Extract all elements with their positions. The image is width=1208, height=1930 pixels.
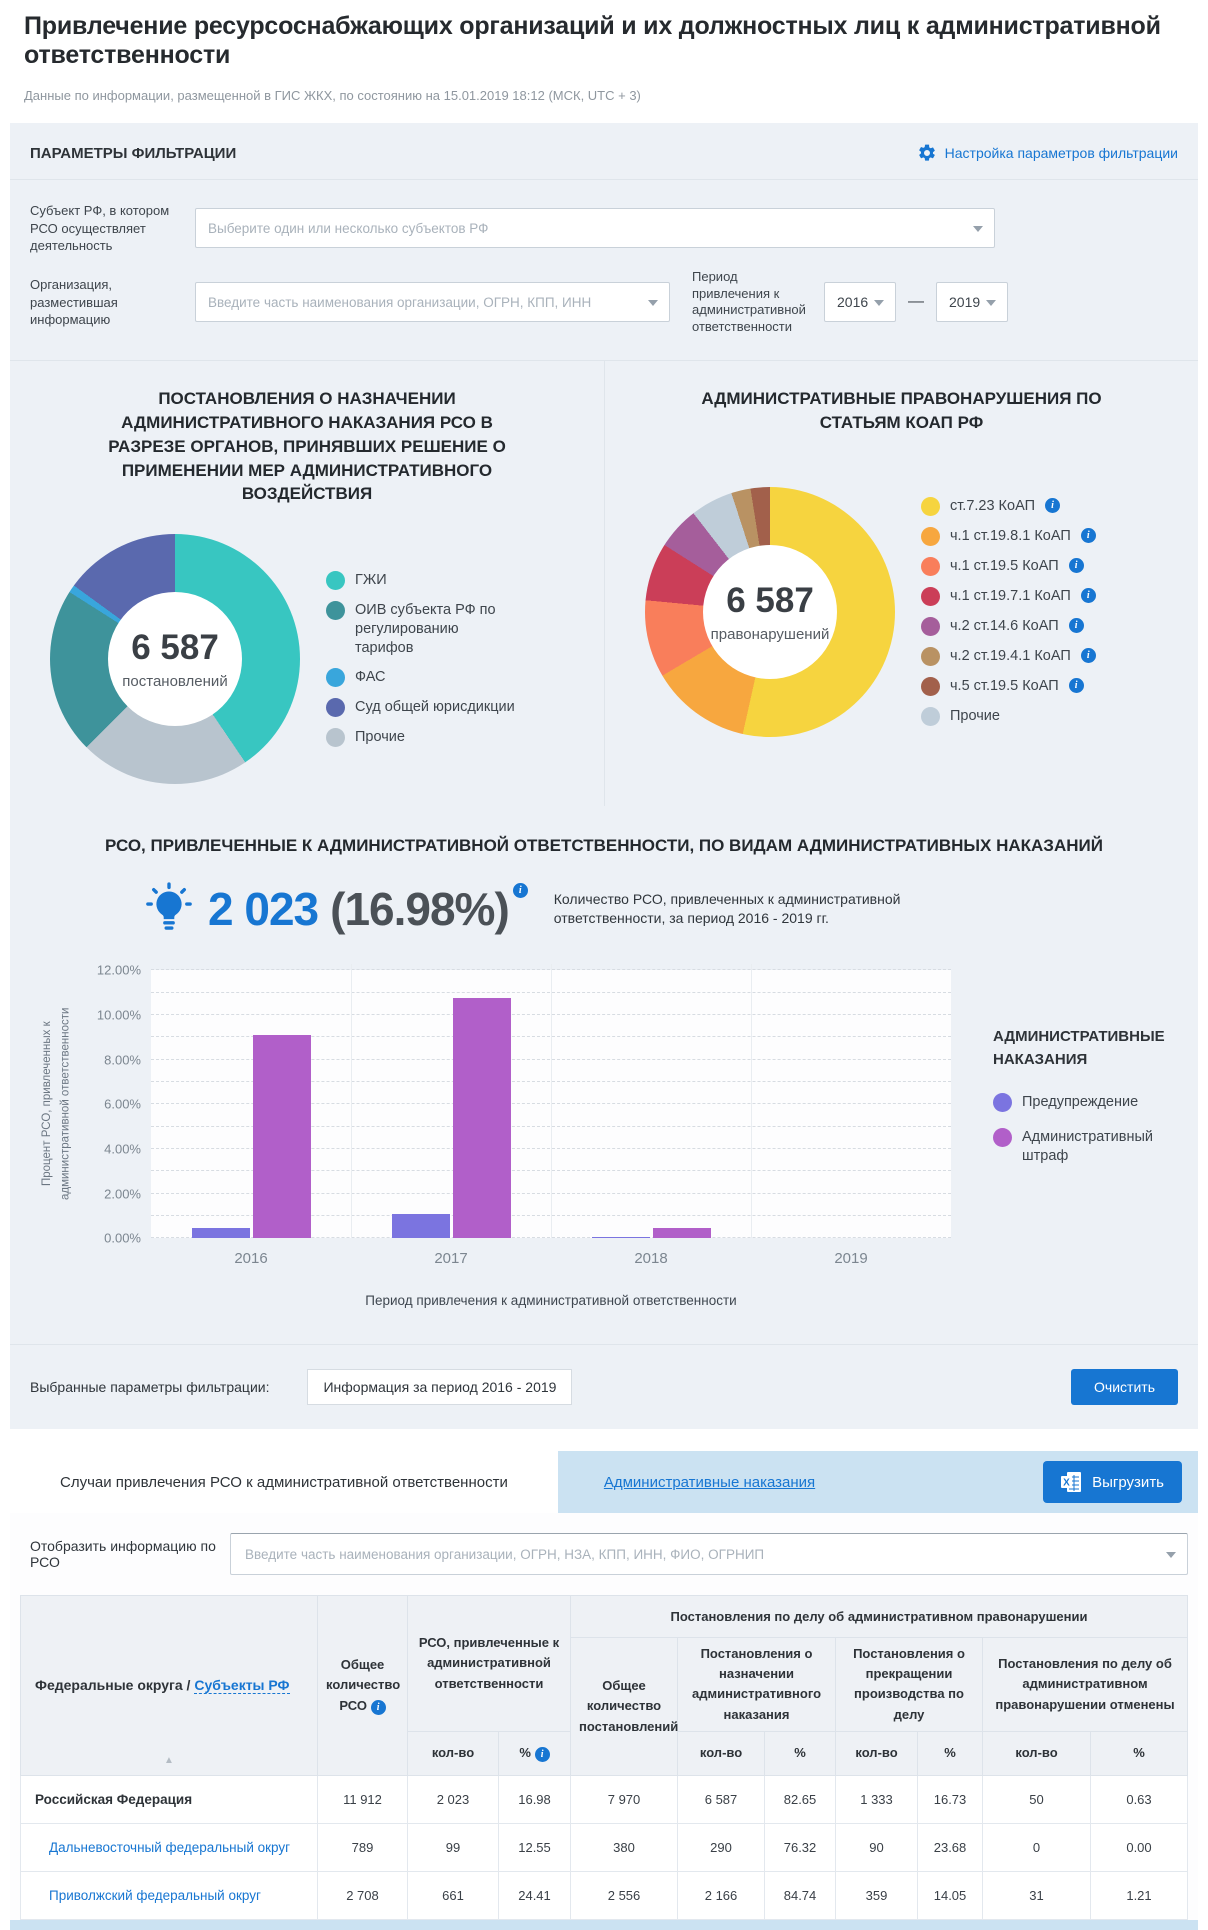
value-cell: 1.21 <box>1091 1871 1188 1919</box>
donut-legend <box>326 571 520 748</box>
value-cell: 12.55 <box>499 1823 571 1871</box>
decrees-donut-section <box>10 361 604 806</box>
value-cell: 6 587 <box>678 1775 765 1823</box>
legend-label: ст.7.23 КоАП <box>950 498 1036 515</box>
subject-rf-select[interactable] <box>195 208 995 248</box>
value-cell: 2 023 <box>408 1775 499 1823</box>
column-separator <box>751 964 752 1238</box>
period-dash: — <box>908 293 924 311</box>
donut-center-value: 6 587 <box>131 628 219 668</box>
column-header-assign: Постановления о назначении административного наказания <box>678 1638 836 1732</box>
subheader-qty: кол-во <box>983 1731 1091 1775</box>
legend-item[interactable] <box>921 557 1096 576</box>
bar-x-axis-label: Период привлечения к административной ответственности <box>365 1293 737 1309</box>
value-cell: 0 <box>983 1823 1091 1871</box>
subheader-pct: % <box>918 1731 983 1775</box>
filter-settings-label: Настройка параметров фильтрации <box>944 145 1178 161</box>
value-cell: 2 166 <box>678 1871 765 1919</box>
legend-item[interactable] <box>326 668 520 687</box>
info-icon[interactable]: i <box>535 1747 550 1762</box>
x-tick-label: 2016 <box>234 1250 268 1268</box>
legend-item[interactable] <box>326 728 520 747</box>
bar[interactable] <box>253 1035 311 1238</box>
legend-swatch <box>993 1128 1012 1147</box>
legend-item[interactable] <box>921 707 1096 726</box>
period-from-select[interactable] <box>824 282 896 322</box>
region-cell[interactable]: Приволжский федеральный округ <box>21 1871 318 1919</box>
legend-label: ч.5 ст.19.5 КоАП <box>950 678 1059 695</box>
legend-label: Прочие <box>950 708 1000 725</box>
legend-item[interactable] <box>993 1093 1198 1112</box>
value-cell: 661 <box>408 1871 499 1919</box>
subheader-pct: % <box>765 1731 836 1775</box>
clear-filters-button[interactable]: Очистить <box>1071 1369 1178 1405</box>
value-cell: 789 <box>318 1823 408 1871</box>
bar-plot <box>96 962 951 1246</box>
legend-item[interactable] <box>921 497 1096 516</box>
subjects-rf-link[interactable]: Субъекты РФ <box>194 1676 290 1693</box>
selected-filters-label: Выбранные параметры фильтрации: <box>30 1379 270 1396</box>
value-cell: 1 333 <box>836 1775 918 1823</box>
legend-swatch <box>921 497 940 516</box>
column-header-region <box>21 1596 318 1776</box>
bar[interactable] <box>592 1237 650 1239</box>
table-body <box>21 1775 1188 1919</box>
info-icon[interactable]: i <box>513 883 528 898</box>
period-to-select[interactable] <box>936 282 1008 322</box>
filter-panel-title: ПАРАМЕТРЫ ФИЛЬТРАЦИИ <box>30 144 237 162</box>
selected-filter-chip: Информация за период 2016 - 2019 <box>307 1369 572 1405</box>
bar-group <box>351 998 551 1238</box>
value-cell: 31 <box>983 1871 1091 1919</box>
legend-label: ч.1 ст.19.7.1 КоАП <box>950 588 1071 605</box>
legend-label: ОИВ субъекта РФ по регулированию тарифов <box>355 601 496 656</box>
pct-header-text: % <box>519 1745 531 1761</box>
violations-donut-section <box>604 361 1198 806</box>
column-header-decrees-group: Постановления по делу об административном правонарушении <box>571 1596 1188 1638</box>
value-cell: 90 <box>836 1823 918 1871</box>
svg-text:X: X <box>1063 1477 1070 1489</box>
value-cell: 2 556 <box>571 1871 678 1919</box>
column-header-total-decrees: Общее количество постановлений <box>571 1638 678 1776</box>
value-cell: 380 <box>571 1823 678 1871</box>
table-section <box>10 1451 1198 1930</box>
chevron-down-icon <box>986 300 996 306</box>
regions-table <box>20 1595 1188 1920</box>
legend-item[interactable] <box>326 698 520 717</box>
value-cell: 76.32 <box>765 1823 836 1871</box>
bar-group <box>551 1228 751 1238</box>
legend-item[interactable] <box>326 601 520 658</box>
violations-donut-title: АДМИНИСТРАТИВНЫЕ ПРАВОНАРУШЕНИЯ ПО СТАТЬЯМ КОАП РФ <box>701 389 1102 432</box>
info-icon[interactable]: i <box>1069 618 1084 633</box>
page-subtitle: Данные по информации, размещенной в ГИС ЖКХ, по состоянию на 15.01.2019 18:12 (МСК, UTC + 3) <box>24 88 641 103</box>
penalties-bar-section <box>10 806 1198 1429</box>
legend-label: Предупреждение <box>1022 1094 1139 1111</box>
info-icon[interactable]: i <box>1069 558 1084 573</box>
region-cell: Российская Федерация <box>21 1775 318 1823</box>
legend-swatch <box>921 557 940 576</box>
legend-swatch <box>921 647 940 666</box>
info-icon[interactable]: i <box>1045 498 1060 513</box>
table-row <box>21 1775 1188 1823</box>
legend-swatch <box>921 617 940 636</box>
bar-legend <box>993 970 1198 1308</box>
chevron-down-icon <box>874 300 884 306</box>
bar[interactable] <box>392 1214 450 1239</box>
selected-filters-row <box>10 1344 1198 1429</box>
table-row <box>21 1823 1188 1871</box>
x-tick-label: 2017 <box>434 1250 468 1268</box>
legend-swatch <box>921 707 940 726</box>
filter-settings-link[interactable] <box>917 143 1178 163</box>
value-cell: 290 <box>678 1823 765 1871</box>
value-cell: 84.74 <box>765 1871 836 1919</box>
legend-label: ГЖИ <box>355 571 387 588</box>
excel-icon <box>1061 1471 1082 1493</box>
y-tick-label: 8.00% <box>104 1052 141 1068</box>
subheader-qty: кол-во <box>678 1731 765 1775</box>
legend-item[interactable] <box>921 587 1096 606</box>
value-cell: 7 970 <box>571 1775 678 1823</box>
rso-filter-placeholder: Введите часть наименования организации, ОГРН, НЗА, КПП, ИНН, ФИО, ОГРНИП <box>245 1546 765 1562</box>
chevron-down-icon <box>648 300 658 306</box>
value-cell: 23.68 <box>918 1823 983 1871</box>
donut-center <box>703 545 837 679</box>
period-label: Период привлечения к административной ответственности <box>692 268 806 335</box>
value-cell: 24.41 <box>499 1871 571 1919</box>
legend-item[interactable] <box>326 571 520 590</box>
bar-y-axis-label: Процент РСО, привлеченных к административной ответственности <box>41 1007 72 1201</box>
donut-center-label: правонарушений <box>710 625 830 643</box>
column-header-total-rso <box>318 1596 408 1776</box>
export-button[interactable] <box>1043 1461 1182 1503</box>
info-icon[interactable]: i <box>371 1700 386 1715</box>
chevron-down-icon <box>973 226 983 232</box>
donut-center-value: 6 587 <box>726 580 814 620</box>
kpi-value: 2 023 <box>208 883 319 936</box>
legend-item[interactable] <box>921 677 1096 696</box>
info-icon[interactable]: i <box>1081 528 1096 543</box>
column-header-stop: Постановления о прекращении производства по делу <box>836 1638 983 1732</box>
donut-legend <box>921 497 1096 726</box>
value-cell: 16.73 <box>918 1775 983 1823</box>
value-cell: 14.05 <box>918 1871 983 1919</box>
export-button-label: Выгрузить <box>1092 1473 1164 1491</box>
value-cell: 16.98 <box>499 1775 571 1823</box>
column-header-cancel: Постановления по делу об административном правонарушении отменены <box>983 1638 1188 1732</box>
legend-item[interactable] <box>921 647 1096 666</box>
decrees-donut-chart[interactable] <box>50 534 300 784</box>
legend-label: Административный штраф <box>1022 1129 1153 1165</box>
legend-swatch <box>921 677 940 696</box>
x-tick-label: 2019 <box>834 1250 868 1268</box>
value-cell: 359 <box>836 1871 918 1919</box>
kpi-description: Количество РСО, привлеченных к административной ответственности, за период 2016 - 2019 гг. <box>553 890 901 927</box>
legend-label: ч.2 ст.14.6 КоАП <box>950 618 1059 635</box>
table-row <box>21 1871 1188 1919</box>
gear-icon <box>917 143 937 163</box>
bar-legend-items <box>993 1093 1198 1166</box>
legend-swatch <box>326 668 345 687</box>
bar-group <box>151 1035 351 1238</box>
legend-label: ч.2 ст.19.4.1 КоАП <box>950 648 1071 665</box>
sort-asc-icon[interactable]: ▲ <box>164 1755 174 1767</box>
legend-item[interactable] <box>993 1128 1198 1166</box>
y-tick-label: 4.00% <box>104 1141 141 1157</box>
legend-item[interactable] <box>921 617 1096 636</box>
legend-label: ч.1 ст.19.8.1 КоАП <box>950 528 1071 545</box>
tabs-bar <box>10 1451 1198 1513</box>
decrees-donut-title: ПОСТАНОВЛЕНИЯ О НАЗНАЧЕНИИ АДМИНИСТРАТИВНОГО НАКАЗАНИЯ РСО В РАЗРЕЗЕ ОРГАНОВ, ПРИНЯВШИХ РЕШЕНИЕ О ПРИМЕНЕНИИ МЕР АДМИНИСТРАТИВНОГО ВОЗДЕЙСТВИЯ <box>108 389 506 504</box>
tab-administrative-penalties[interactable]: Административные наказания <box>603 1473 816 1491</box>
bar[interactable] <box>453 998 511 1238</box>
chevron-down-icon <box>1166 1552 1176 1558</box>
legend-swatch <box>326 728 345 747</box>
legend-swatch <box>326 571 345 590</box>
filter-panel <box>10 123 1198 1429</box>
value-cell: 82.65 <box>765 1775 836 1823</box>
subheader-pct <box>499 1731 571 1775</box>
value-cell: 99 <box>408 1823 499 1871</box>
lightbulb-icon <box>142 882 196 936</box>
bar[interactable] <box>192 1228 250 1238</box>
donut-center <box>108 592 242 726</box>
subheader-pct: % <box>1091 1731 1188 1775</box>
violations-donut-chart[interactable] <box>645 487 895 737</box>
kpi-percent: (16.98%) <box>330 883 509 936</box>
bar-chart-title: РСО, ПРИВЛЕЧЕННЫЕ К АДМИНИСТРАТИВНОЙ ОТВЕТСТВЕННОСТИ, ПО ВИДАМ АДМИНИСТРАТИВНЫХ НАКАЗАНИЙ <box>105 836 1103 856</box>
bar[interactable] <box>653 1228 711 1238</box>
subheader-qty: кол-во <box>408 1731 499 1775</box>
legend-swatch <box>921 587 940 606</box>
legend-item[interactable] <box>921 527 1096 546</box>
y-tick-label: 0.00% <box>104 1230 141 1246</box>
rso-filter-input[interactable] <box>230 1533 1188 1575</box>
page-title: Привлечение ресурсоснабжающих организаций и их должностных лиц к административной ответственности <box>24 12 1161 69</box>
rso-filter-label: Отобразить информацию по РСО <box>30 1538 216 1571</box>
info-icon[interactable]: i <box>1081 648 1096 663</box>
legend-label: Суд общей юрисдикции <box>355 699 515 716</box>
value-cell: 0.63 <box>1091 1775 1188 1823</box>
column-separator <box>551 964 552 1238</box>
legend-swatch <box>921 527 940 546</box>
org-placeholder: Введите часть наименования организации, ОГРН, КПП, ИНН <box>208 294 592 310</box>
org-label: Организация, разместившая информацию <box>30 277 118 328</box>
donut-center-label: постановлений <box>122 673 228 691</box>
info-icon[interactable]: i <box>1069 678 1084 693</box>
table-content <box>10 1513 1198 1920</box>
subject-rf-placeholder: Выберите один или несколько субъектов РФ <box>208 220 489 236</box>
period-to-value: 2019 <box>949 294 981 311</box>
subheader-qty: кол-во <box>836 1731 918 1775</box>
legend-swatch <box>326 698 345 717</box>
subject-rf-label: Субъект РФ, в котором РСО осуществляет деятельность <box>30 203 170 254</box>
x-tick-label: 2018 <box>634 1250 668 1268</box>
legend-swatch <box>326 601 345 620</box>
period-from-value: 2016 <box>837 294 869 311</box>
legend-swatch <box>993 1093 1012 1112</box>
y-tick-label: 2.00% <box>104 1186 141 1202</box>
value-cell: 0.00 <box>1091 1823 1188 1871</box>
legend-label: Прочие <box>355 729 405 746</box>
legend-label: ч.1 ст.19.5 КоАП <box>950 558 1059 575</box>
org-input[interactable] <box>195 282 670 322</box>
info-icon[interactable]: i <box>1081 588 1096 603</box>
value-cell: 11 912 <box>318 1775 408 1823</box>
y-tick-label: 12.00% <box>96 962 141 978</box>
column-header-attracted: РСО, привлеченные к административной ответственности <box>408 1596 571 1732</box>
value-cell: 50 <box>983 1775 1091 1823</box>
tab-rso-cases[interactable]: Случаи привлечения РСО к административной ответственности <box>10 1451 558 1513</box>
y-tick-label: 6.00% <box>104 1096 141 1112</box>
region-cell[interactable]: Дальневосточный федеральный округ <box>21 1823 318 1871</box>
bar-legend-title: АДМИНИСТРАТИВНЫЕ НАКАЗАНИЯ <box>993 1028 1165 1068</box>
total-rso-header-text: Общее количество РСО <box>326 1657 401 1713</box>
legend-label: ФАС <box>355 669 386 686</box>
region-header-text: Федеральные округа / <box>35 1676 195 1693</box>
bar-x-labels <box>151 1250 951 1267</box>
value-cell: 2 708 <box>318 1871 408 1919</box>
y-tick-label: 10.00% <box>96 1007 141 1023</box>
